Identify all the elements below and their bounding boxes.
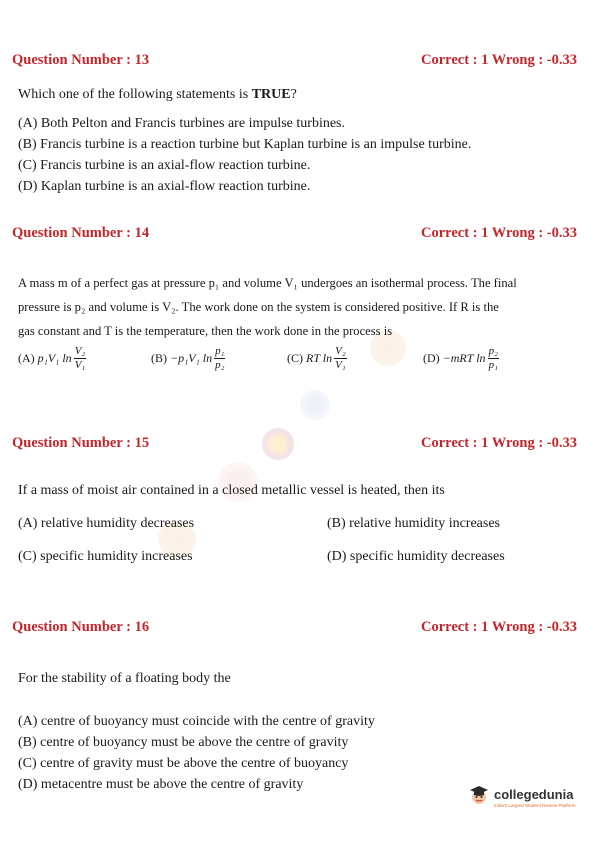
logo-name: collegedunia	[494, 787, 574, 802]
fraction-denominator: p₂	[215, 359, 225, 371]
question-13-option-c: (C) Francis turbine is an axial-flow reaction turbine.	[18, 158, 311, 173]
option-label: (A)	[18, 351, 35, 365]
logo-tagline: India's Largest Student Review Platform	[494, 803, 576, 808]
option-expression: −mRT ln	[442, 351, 486, 365]
question-13-heading: Question Number : 13	[12, 52, 150, 68]
question-14-option-c	[287, 345, 347, 372]
question-16-option-d: (D) metacentre must be above the centre of gravity	[18, 777, 304, 792]
question-13-header	[12, 52, 577, 69]
fraction-numerator: V₂	[335, 345, 346, 357]
question-13-option-a: (A) Both Pelton and Francis turbines are impulse turbines.	[18, 116, 345, 131]
option-fraction	[214, 345, 225, 372]
question-16-marking: Correct : 1 Wrong : -0.33	[421, 619, 577, 635]
question-16-stem: For the stability of a floating body the	[18, 671, 231, 686]
graduate-cap-icon	[467, 783, 491, 812]
question-13-stem-end: ?	[290, 87, 297, 102]
option-label: (D)	[423, 351, 440, 365]
fraction-numerator: p₂	[488, 345, 498, 357]
question-14-stem-line: A mass m of a perfect gas at pressure p₁ and volume V₁ undergoes an isothermal process. The final	[18, 276, 517, 290]
question-13-option-d: (D) Kaplan turbine is an axial-flow reaction turbine.	[18, 179, 311, 194]
question-16-option-b: (B) centre of buoyancy must be above the centre of gravity	[18, 735, 349, 750]
option-expression: RT ln	[306, 351, 333, 365]
fraction-denominator: p₁	[488, 359, 498, 371]
fraction-numerator: V₂	[74, 345, 86, 357]
fraction-numerator: p₁	[215, 345, 225, 357]
option-expression: −p₁V₁ ln	[170, 351, 213, 365]
question-15-header	[12, 435, 577, 452]
question-14-stem-line: gas constant and T is the temperature, then the work done in the process is	[18, 324, 393, 338]
question-13-stem-text: Which one of the following statements is	[18, 87, 252, 102]
question-14-stem-line: pressure is p₂ and volume is V₂. The work done on the system is considered positive. If R is the	[18, 300, 499, 314]
question-13-option-b: (B) Francis turbine is a reaction turbine but Kaplan turbine is an impulse turbine.	[18, 137, 472, 152]
question-16-header	[12, 619, 577, 636]
option-fraction	[488, 345, 499, 372]
question-16-heading: Question Number : 16	[12, 619, 150, 635]
collegedunia-logo	[467, 783, 576, 812]
option-expression: p₁V₁ ln	[37, 351, 72, 365]
question-15-heading: Question Number : 15	[12, 435, 150, 451]
question-14-stem	[18, 271, 577, 343]
question-15-option-d: (D) specific humidity decreases	[327, 549, 505, 564]
fraction-denominator: V₁	[74, 359, 86, 371]
question-14-marking: Correct : 1 Wrong : -0.33	[421, 225, 577, 241]
question-15-option-b: (B) relative humidity increases	[327, 516, 500, 531]
question-13-marking: Correct : 1 Wrong : -0.33	[421, 52, 577, 68]
question-14-heading: Question Number : 14	[12, 225, 150, 241]
option-label: (B)	[151, 351, 167, 365]
question-16-option-a: (A) centre of buoyancy must coincide with the centre of gravity	[18, 714, 375, 729]
question-15-stem: If a mass of moist air contained in a closed metallic vessel is heated, then its	[18, 483, 445, 498]
question-13-stem	[18, 84, 297, 105]
option-fraction	[74, 345, 87, 372]
fraction-denominator: V₁	[335, 359, 346, 371]
question-16-option-c: (C) centre of gravity must be above the centre of buoyancy	[18, 756, 349, 771]
question-15-marking: Correct : 1 Wrong : -0.33	[421, 435, 577, 451]
option-fraction	[334, 345, 347, 372]
option-label: (C)	[287, 351, 303, 365]
watermark-seal	[300, 390, 330, 420]
question-14-option-b	[151, 345, 225, 372]
question-14-option-d	[423, 345, 499, 372]
question-13-stem-emphasis: TRUE	[251, 87, 291, 102]
question-14-header	[12, 225, 577, 242]
question-15-option-c: (C) specific humidity increases	[18, 549, 193, 564]
question-15-option-a: (A) relative humidity decreases	[18, 516, 195, 531]
question-14-option-a	[18, 345, 86, 372]
